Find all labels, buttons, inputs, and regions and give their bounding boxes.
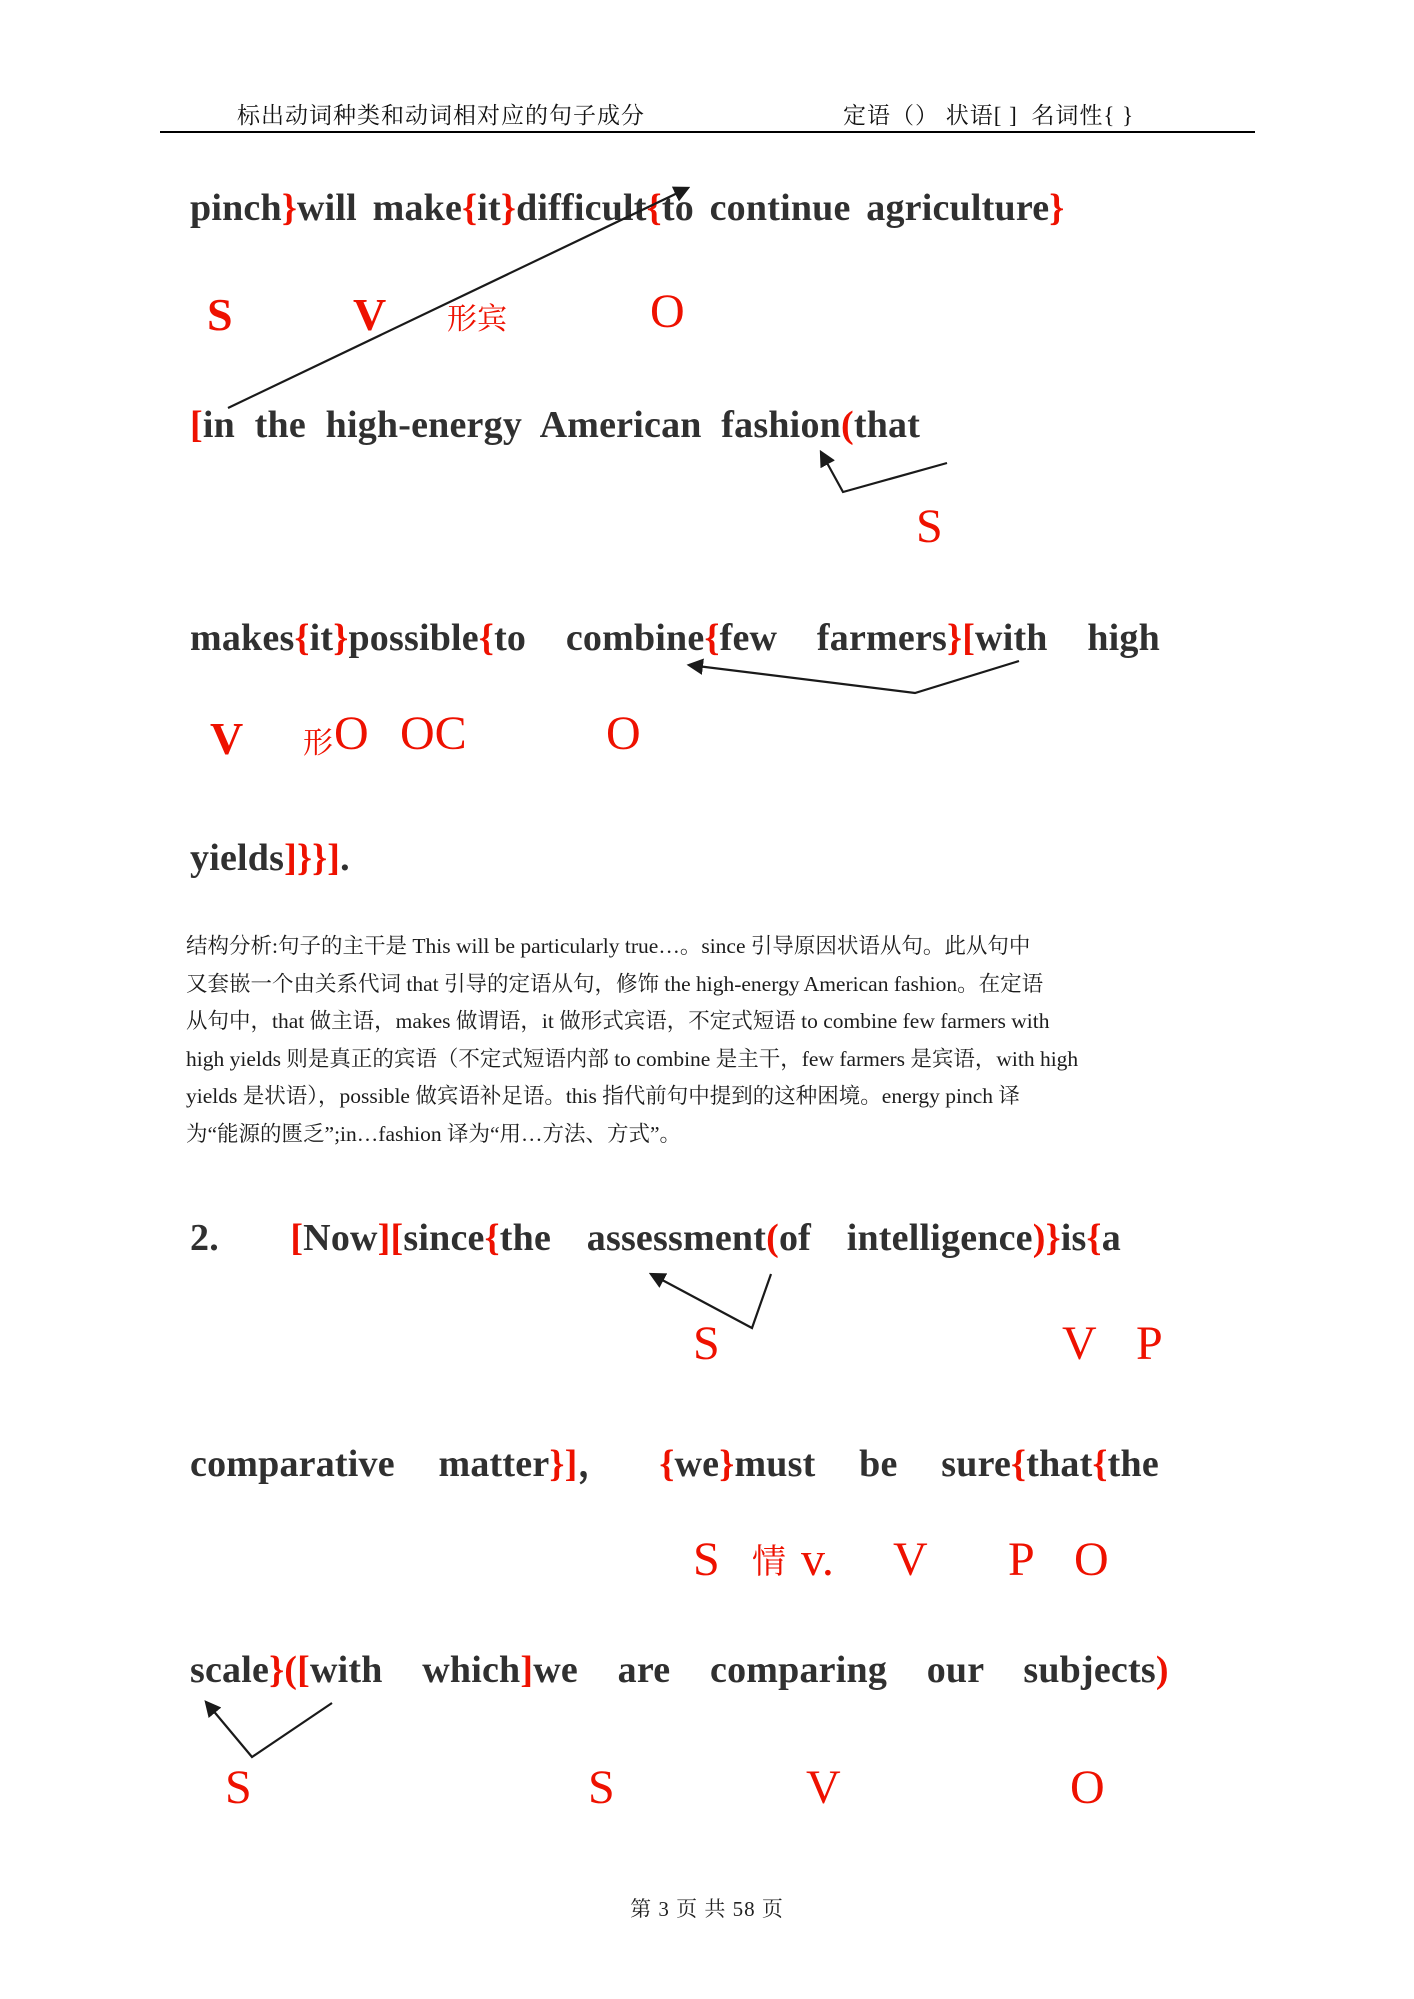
sentence2-line1 (190, 1216, 1121, 1260)
text-segment: the (1107, 1443, 1159, 1485)
marker-subject: S (588, 1761, 615, 1814)
text-segment: { (704, 617, 720, 659)
text-segment: } (947, 617, 963, 659)
text-segment: pinch (190, 187, 282, 229)
text-segment: it (477, 187, 501, 229)
text-segment: ][ (377, 1217, 404, 1259)
text-segment: [ (962, 617, 976, 659)
marker-modal-cjk: 情 (752, 1544, 786, 1581)
text-segment: { (659, 1443, 675, 1485)
text-segment: }([ (269, 1649, 310, 1691)
text-segment: ]}}] (284, 837, 341, 879)
analysis-line: 又套嵌一个由关系代词 that 引导的定语从句，修饰 the high-energy American fashion。在定语 (186, 971, 1044, 996)
text-segment: makes (190, 617, 295, 659)
text-segment: to continue agriculture (661, 187, 1050, 229)
analysis-paragraph (186, 928, 1250, 1154)
text-segment: with high (975, 617, 1160, 659)
text-segment: [ (290, 1217, 304, 1259)
arrow-fashion-pointer (821, 452, 947, 492)
sentence2-line2 (190, 1432, 1159, 1487)
text-segment: difficult (516, 187, 647, 229)
marker-subject: S (207, 289, 233, 340)
sentence1-line1 (190, 186, 1064, 230)
text-segment: { (1086, 1217, 1102, 1259)
marker-predicative: P (1136, 1317, 1163, 1370)
text-segment: 2. (190, 1217, 291, 1259)
text-segment: the assessment (499, 1217, 767, 1259)
text-segment: } (719, 1443, 735, 1485)
marker-verb: V (353, 289, 387, 340)
text-segment: ) (1155, 1649, 1169, 1691)
text-segment: ， (577, 1443, 660, 1485)
text-segment: ( (840, 404, 854, 446)
text-segment: we are comparing our subjects (533, 1649, 1156, 1691)
text-segment: in the high-energy American fashion (202, 404, 841, 446)
text-segment: } (281, 187, 298, 229)
text-segment: is (1060, 1217, 1087, 1259)
text-segment: } (500, 187, 517, 229)
text-segment: { (294, 617, 310, 659)
text-segment: { (478, 617, 495, 659)
marker-object: O (1070, 1761, 1105, 1814)
marker-clause-subject: S (916, 500, 943, 553)
text-segment: { (462, 187, 478, 229)
marker-formal-object: 形宾 (447, 303, 507, 336)
text-segment: comparative matter (190, 1443, 550, 1485)
header-left-label: 标出动词种类和动词相对应的句子成分 (237, 103, 645, 128)
analysis-line: 为“能源的匮乏”;in…fashion 译为“用…方法、方式”。 (186, 1121, 682, 1146)
header-right-label: 定语（） 状语[ ] 名词性{ } (843, 103, 1135, 128)
text-segment: it (309, 617, 334, 659)
text-segment: { (1092, 1443, 1108, 1485)
marker-object: O (650, 285, 685, 338)
text-segment: possible (348, 617, 479, 659)
text-segment: } (333, 617, 349, 659)
text-segment: { (646, 187, 662, 229)
text-segment: that (1026, 1443, 1093, 1485)
text-segment: )} (1032, 1217, 1061, 1259)
arrow-scale-pointer (206, 1702, 332, 1757)
text-segment: yields (190, 837, 285, 879)
analysis-line: 从句中，that 做主语，makes 做谓语，it 做形式宾语，不定式短语 to combine few farmers with (186, 1009, 1050, 1034)
text-segment: that (853, 404, 921, 446)
text-segment: [ (190, 404, 203, 446)
sentence1-line2 (190, 403, 920, 447)
text-segment: { (484, 1217, 500, 1259)
text-segment: to combine (494, 617, 705, 659)
marker-object-complement: OC (400, 707, 467, 760)
analysis-line: high yields 则是真正的宾语（不定式短语内部 to combine 是主干，few farmers 是宾语，with high (186, 1046, 1079, 1071)
analysis-line: 结构分析:句子的主干是 This will be particularly true…。since 引导原因状语从句。此从句中 (186, 934, 1031, 958)
marker-formal-label: 形 (303, 727, 333, 760)
text-segment: a (1101, 1217, 1121, 1259)
marker-object: O (334, 707, 369, 760)
analysis-line: yields 是状语），possible 做宾语补足语。this 指代前句中提到的这种困境。energy pinch 译 (186, 1084, 1020, 1109)
text-segment: with which (309, 1649, 521, 1691)
text-segment: scale (190, 1649, 270, 1691)
text-segment: of intelligence (778, 1217, 1033, 1259)
sentence2-line3 (190, 1648, 1169, 1692)
marker-verb: V (893, 1533, 928, 1586)
text-segment: ( (766, 1217, 779, 1259)
marker-subject: S (225, 1761, 252, 1814)
marker-verb: V (806, 1761, 841, 1814)
text-segment: since (403, 1217, 485, 1259)
header-rule (160, 131, 1255, 133)
text-segment: { (1011, 1443, 1027, 1485)
marker-object: O (1074, 1533, 1109, 1586)
text-segment: . (340, 837, 350, 879)
marker-verb: V (1062, 1317, 1097, 1370)
marker-verb: V (210, 713, 244, 764)
sentence1-line3 (190, 616, 1160, 660)
text-segment: we (674, 1443, 720, 1485)
sentence1-line4 (190, 836, 350, 880)
marker-object: O (606, 707, 641, 760)
marker-modal-verb: v. (801, 1533, 834, 1586)
text-segment: few farmers (719, 617, 947, 659)
marker-subject: S (693, 1317, 720, 1370)
marker-predicative: P (1008, 1533, 1035, 1586)
text-segment: }] (549, 1443, 578, 1485)
page-number-footer: 第 3 页 共 58 页 (630, 1897, 784, 1921)
marker-subject: S (693, 1533, 720, 1586)
text-segment: will make (297, 187, 463, 229)
text-segment: ] (520, 1649, 534, 1691)
text-segment: must be sure (734, 1443, 1012, 1485)
arrow-combine-pointer (689, 661, 1019, 693)
text-segment: } (1049, 187, 1065, 229)
text-segment: Now (303, 1217, 378, 1259)
